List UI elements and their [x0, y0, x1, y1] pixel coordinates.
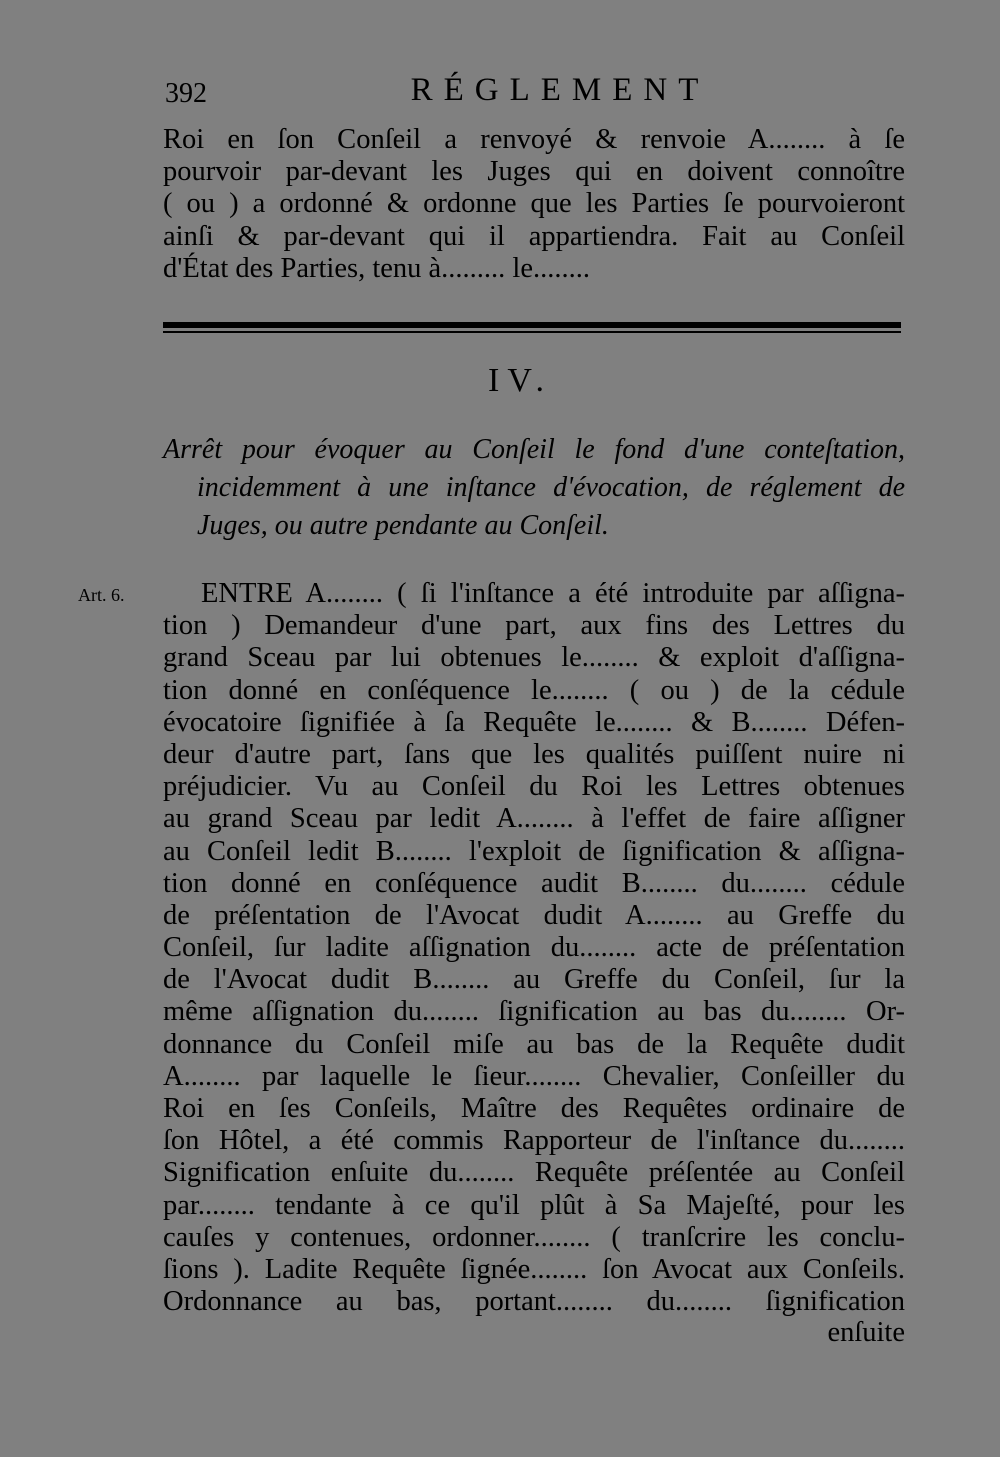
running-head [163, 72, 905, 112]
page-header-title: RÉGLEMENT [410, 72, 710, 108]
heading-line: Juges, ou autre pendante au Conſeil. [197, 510, 609, 541]
text-line: pourvoir par-devant les Juges qui en doivent connoître [163, 156, 905, 188]
text-line: préjudicier. Vu au Conſeil du Roi les Lettres obtenues [163, 771, 905, 803]
text-line: ainſi & par-devant qui il appartiendra. Fait au Conſeil [163, 220, 905, 252]
text-line: Conſeil, ſur ladite aſſignation du........ acte de préſentation [163, 932, 905, 964]
page-number: 392 [165, 78, 207, 109]
text-line: évocatoire ſignifiée à ſa Requête le........ & B........ Défen- [163, 706, 905, 738]
text-line: au grand Sceau par ledit A........ à l'effet de faire aſſigner [163, 803, 905, 835]
text-line: donnance du Conſeil miſe au bas de la Requête dudit [163, 1028, 905, 1060]
text-line: par........ tendante à ce qu'il plût à Sa Majeſté, pour les [163, 1189, 905, 1221]
text-line: ( ou ) a ordonné & ordonne que les Parties ſe pourvoieront [163, 188, 905, 220]
text-line: ſions ). Ladite Requête ſignée........ ſon Avocat aux Conſeils. [163, 1253, 905, 1285]
section-number: IV. [488, 362, 552, 399]
text-line: A........ par laquelle le ſieur........ Chevalier, Conſeiller du [163, 1060, 905, 1092]
heading-line: incidemment à une inſtance d'évocation, de réglement de [197, 472, 905, 503]
text-line: ſon Hôtel, a été commis Rapporteur de l'inſtance du........ [163, 1125, 905, 1157]
text-line: deur d'autre part, ſans que les qualités puiſſent nuire ni [163, 738, 905, 770]
text-line: tion ) Demandeur d'une part, aux fins des Lettres du [163, 610, 905, 642]
text-line: de l'Avocat dudit B........ au Greffe du Conſeil, ſur la [163, 964, 905, 996]
text-line: même aſſignation du........ ſignification au bas du........ Or- [163, 996, 905, 1028]
text-line: au Conſeil ledit B........ l'exploit de ſignification & aſſigna- [163, 835, 905, 867]
heading-line: Arrêt pour évoquer au Conſeil le fond d'une conteſtation, [163, 434, 905, 465]
body-paragraph [163, 578, 905, 1318]
text-line: grand Sceau par lui obtenues le........ & exploit d'aſſigna- [163, 642, 905, 674]
text-line: cauſes y contenues, ordonner........ ( tranſcrire les conclu- [163, 1221, 905, 1253]
text-line: de préſentation de l'Avocat dudit A........ au Greffe du [163, 899, 905, 931]
section-heading [163, 431, 905, 545]
text-line: tion donné en conſéquence audit B........ du........ cédule [163, 867, 905, 899]
section-divider-thin [163, 331, 901, 333]
text-line: d'État des Parties, tenu à......... le........ [163, 252, 590, 284]
text-line: tion donné en conſéquence le........ ( ou ) de la cédule [163, 674, 905, 706]
continuation-paragraph [163, 124, 905, 285]
text-line: Roi en ſes Conſeils, Maître des Requêtes ordinaire de [163, 1093, 905, 1124]
text-line: Roi en ſon Conſeil a renvoyé & renvoie A........ à ſe [163, 124, 905, 155]
section-divider-thick [163, 322, 901, 328]
margin-note: Art. 6. [78, 585, 125, 605]
text-line: Ordonnance au bas, portant........ du........ ſignification [163, 1286, 905, 1318]
text-line: ENTRE A........ ( ſi l'inſtance a été introduite par aſſigna- [201, 578, 905, 609]
text-line: Signification enſuite du........ Requête préſentée au Conſeil [163, 1157, 905, 1189]
catchword: enſuite [827, 1317, 905, 1348]
